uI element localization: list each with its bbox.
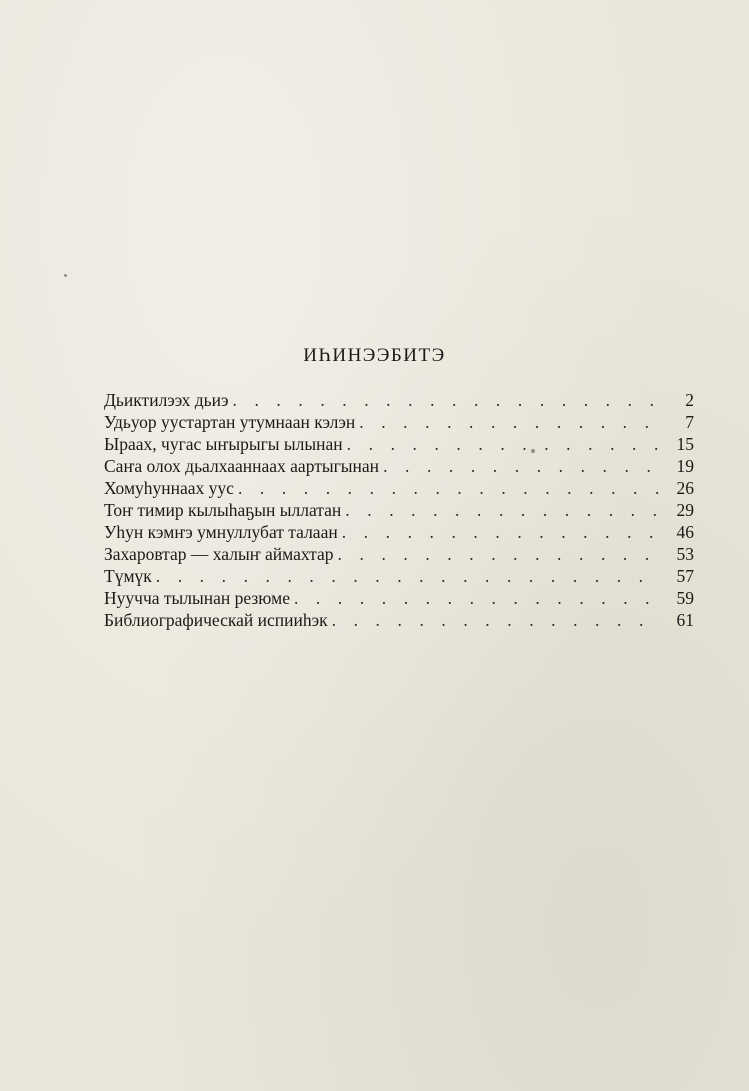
dot-leader [332,609,662,631]
toc-entry-title: Хомуһуннаах уус [104,478,234,498]
page-title: ИҺИНЭЭБИТЭ [303,345,446,366]
toc-entry-title: Түмүк [104,566,152,586]
dot-leader [294,587,662,609]
toc-entry-page: 61 [676,610,694,630]
toc-entry [104,521,694,543]
table-of-contents [104,389,694,631]
toc-entry-page: 57 [676,566,694,586]
toc-entry-title: Саҥа олох дьалхааннаах аартыгынан [104,456,380,476]
toc-entry-page: 59 [676,588,694,608]
toc-entry-title: Ыраах, чугас ыҥырыгы ылынан [104,434,343,454]
toc-entry-page: 53 [676,544,694,564]
dot-leader [233,389,662,411]
dot-leader [156,565,662,587]
toc-entry-title: Дьиктилээх дьиэ [104,390,229,410]
toc-entry [104,389,694,411]
toc-entry [104,587,694,609]
toc-entry [104,543,694,565]
toc-entry [104,477,694,499]
toc-entry-page: 26 [676,478,694,498]
toc-entry-page: 46 [676,522,694,542]
toc-entry-page: 15 [676,434,694,454]
toc-entry [104,455,694,477]
toc-entry-page: 2 [685,390,694,410]
toc-entry [104,433,694,455]
print-speck [64,274,67,277]
toc-entry-page: 7 [685,412,694,432]
dot-leader [342,521,662,543]
toc-entry [104,499,694,521]
toc-entry-title: Удьуор уустартан утумнаан кэлэн [104,412,356,432]
dot-leader [338,543,662,565]
toc-entry [104,565,694,587]
toc-entry-title: Уһун кэмҥэ умнуллубат талаан [104,522,338,542]
dot-leader [383,455,662,477]
toc-entry-title: Захаровтар — халыҥ аймахтар [104,544,334,564]
toc-entry-title: Библиографическай испииһэк [104,610,328,630]
toc-entry-title: Тоҥ тимир кылыһаҕын ыллатан [104,500,342,520]
dot-leader [359,411,662,433]
dot-leader [347,433,662,455]
toc-entry-page: 29 [676,500,694,520]
toc-entry-title: Нуучча тылынан резюме [104,588,290,608]
dot-leader [345,499,662,521]
dot-leader [238,477,662,499]
toc-entry [104,411,694,433]
toc-entry [104,609,694,631]
toc-entry-page: 19 [676,456,694,476]
